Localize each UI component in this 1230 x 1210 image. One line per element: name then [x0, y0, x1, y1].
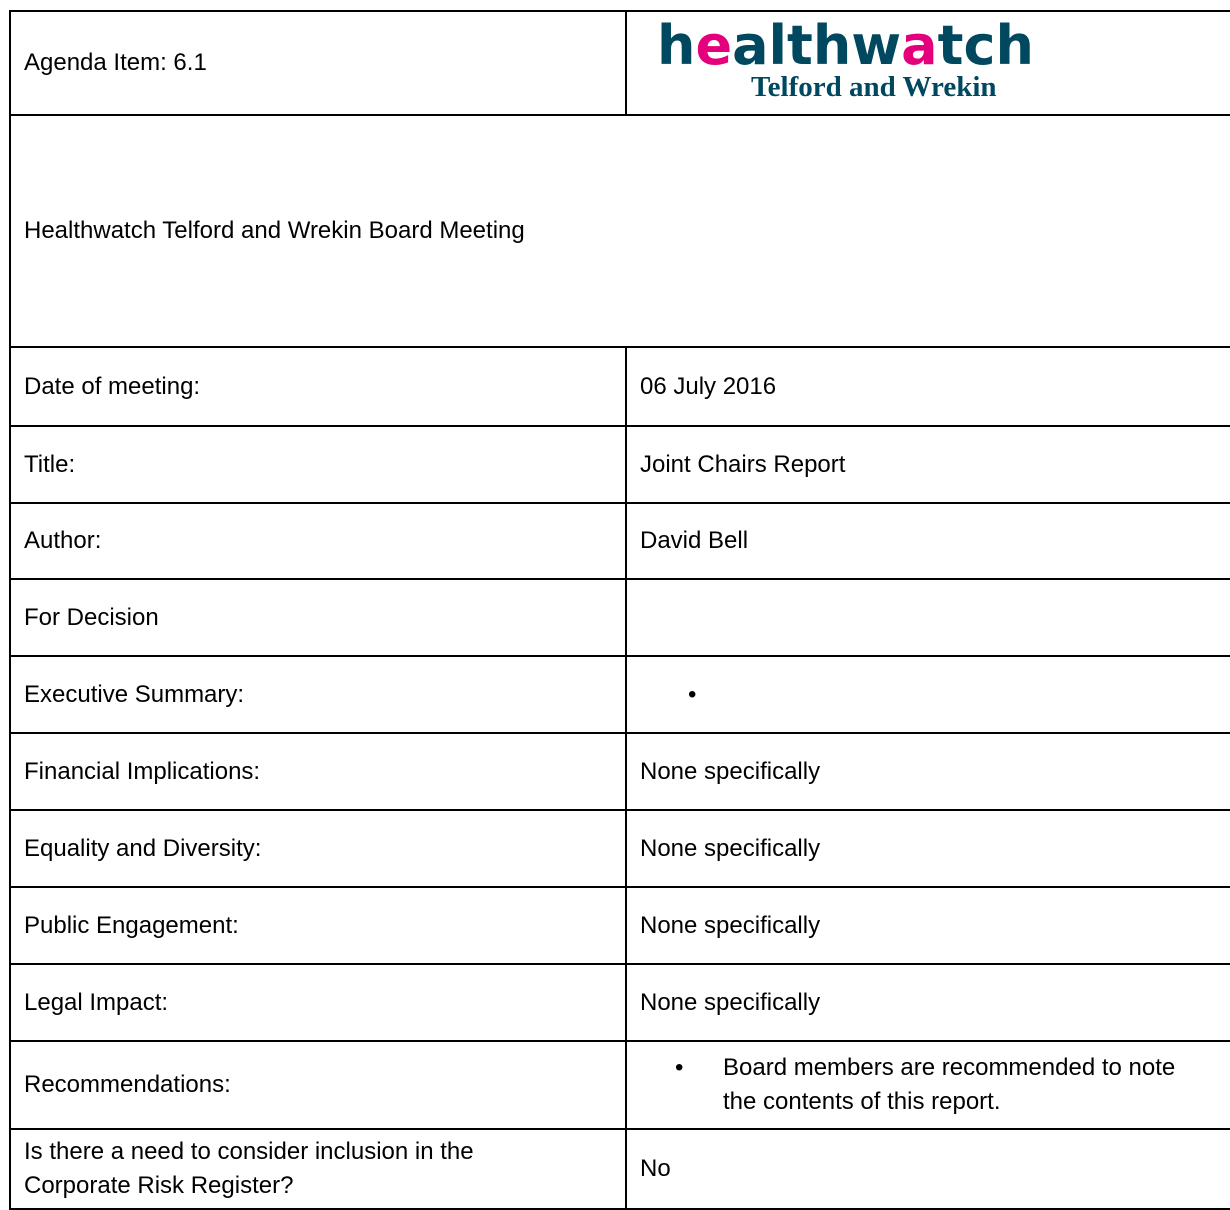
row-value-public-engagement: None specifically: [626, 887, 1230, 964]
row-label-public-engagement: Public Engagement:: [10, 887, 626, 964]
agenda-cover-table: [9, 10, 1230, 1210]
table-row: [10, 733, 1230, 810]
row-label-executive-summary: Executive Summary:: [10, 656, 626, 733]
logo-cell: [626, 11, 1230, 115]
table-row: [10, 426, 1230, 503]
row-value-legal: None specifically: [626, 964, 1230, 1041]
row-value-for-decision: [626, 579, 1230, 656]
row-value-financial: None specifically: [626, 733, 1230, 810]
row-value-recommendations: [626, 1041, 1230, 1129]
table-row: [10, 1041, 1230, 1129]
table-row: [10, 810, 1230, 887]
table-row: [10, 503, 1230, 579]
logo-wordmark: healthwatch: [657, 14, 1034, 77]
row-value-title: Joint Chairs Report: [626, 426, 1230, 503]
row-label-author: Author:: [10, 503, 626, 579]
row-label-risk-register: Is there a need to consider inclusion in the Corporate Risk Register?: [10, 1129, 626, 1209]
row-label-date: Date of meeting:: [10, 347, 626, 426]
table-row: [10, 964, 1230, 1041]
row-value-equality: None specifically: [626, 810, 1230, 887]
table-row: [10, 1129, 1230, 1209]
row-label-for-decision: For Decision: [10, 579, 626, 656]
list-item: • Board members are recommended to note the contents of this report.: [627, 1051, 1230, 1119]
row-label-legal: Legal Impact:: [10, 964, 626, 1041]
row-value-date: 06 July 2016: [626, 347, 1230, 426]
table-row: [10, 347, 1230, 426]
table-row: [10, 579, 1230, 656]
healthwatch-logo: [643, 12, 1055, 112]
logo-subtitle: Telford and Wrekin: [751, 71, 997, 103]
row-label-equality: Equality and Diversity:: [10, 810, 626, 887]
row-value-author: David Bell: [626, 503, 1230, 579]
logo-speech-bubble-a: a: [901, 14, 938, 77]
recommendations-list: [627, 1051, 1230, 1119]
table-row: [10, 887, 1230, 964]
header-row: [10, 11, 1230, 115]
row-label-title: Title:: [10, 426, 626, 503]
meeting-title: Healthwatch Telford and Wrekin Board Meeting: [10, 115, 1230, 347]
table-row: [10, 656, 1230, 733]
row-value-risk-register: No: [626, 1129, 1230, 1209]
meeting-title-row: [10, 115, 1230, 347]
logo-speech-bubble-e: e: [695, 14, 733, 77]
row-value-executive-summary: [626, 656, 1230, 733]
row-label-recommendations: Recommendations:: [10, 1041, 626, 1129]
agenda-item-label: Agenda Item: 6.1: [10, 11, 626, 115]
row-label-financial: Financial Implications:: [10, 733, 626, 810]
empty-bullet: •: [688, 680, 697, 708]
